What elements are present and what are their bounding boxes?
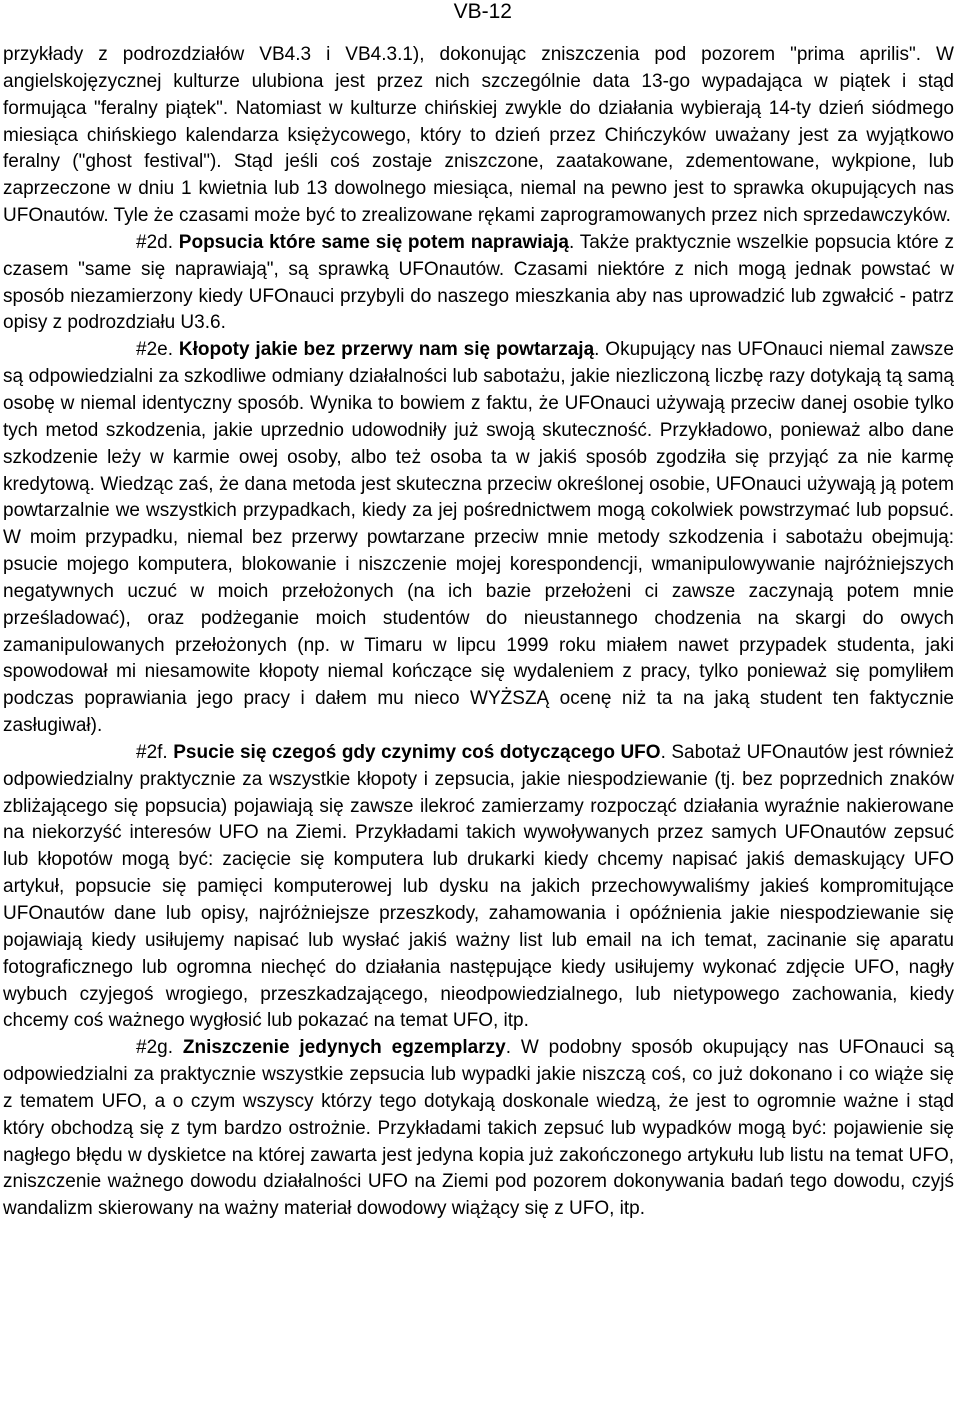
paragraph-text: . Także praktycznie wszelkie popsucia które z czasem "same się naprawiają", są sprawką UFOnautów. Czasami niektóre z nich mogą jednak powstać w sposób niezamierzony kiedy UFOnauci przybyli do naszego mieszkania aby nas uprowadzić lub zgwałcić - patrz opisy z podrozdziału U3.6. — [3, 231, 955, 334]
paragraph-2d — [3, 230, 954, 337]
paragraph-text: . Sabotaż UFOnautów jest również odpowiedzialny praktycznie za wszystkie kłopoty i zepsucia, jakie niespodziewanie (tj. bez poprzednich znaków zbliżającego się popsucia) pojawiają się zawsze ilekroć zamierzamy rozpocząć działania wyraźnie nakierowane na niekorzyść interesów UFO na Ziemi. Przykładami takich wywoływanych przez samych UFOnautów zepsuć lub kłopotów mogą być: zacięcie się komputera lub drukarki kiedy chcemy napisać jakiś demaskujący UFO artykuł, popsucie się pamięci komputerowej lub dysku na jakich przechowywaliśmy jakieś kompromitujące UFOnautów dane lub opisy, najróżniejsze przeszkody, zahamowania i opóźnienia jakie niespodziewanie się pojawiają kiedy usiłujemy napisać lub wysłać jakiś ważny list lub email na ich temat, zacinanie się aparatu fotograficznego lub ogromna niechęć do działania następujące kiedy usiłujemy wykonać zdjęcie UFO, nagły wybuch czyjegoś wrogiego, przeszkadzającego, nieodpowiedzialnego, lub nietypowego zachowania, kiedy chcemy coś ważnego wygłosić lub pokazać na temat UFO, itp. — [3, 741, 955, 1032]
paragraph-2e — [3, 337, 954, 740]
section-heading: Kłopoty jakie bez przerwy nam się powtarzają — [178, 339, 595, 361]
section-heading: Psucie się czegoś gdy czynimy coś dotyczącego UFO — [173, 741, 661, 763]
section-heading: Zniszczenie jedynych egzemplarzy — [182, 1037, 506, 1059]
section-marker: #2e. — [136, 339, 173, 361]
document-body — [3, 42, 954, 1223]
page-number: VB-12 — [453, 0, 512, 23]
section-marker: #2f. — [136, 741, 168, 763]
paragraph-2f — [3, 740, 954, 1035]
paragraph-text: . W podobny sposób okupujący nas UFOnauci są odpowiedzialni za praktycznie wszystkie zepsucia lub wypadki jakie niszczą coś, co już dokonano i co wiąże się z tematem UFO, a o czym wszyscy którzy tego dotykają doskonale wiedzą, że jest to ogromnie ważne i stąd który obchodzą się z tym bardzo ostrożnie. Przykładami takich zepsuć lub wypadków mogą być: pojawienie się nagłego błędu w dyskietce na której zawarta jest jedyna kopia już zakończonego artykułu lub listu na temat UFO, zniszczenie ważnego dowodu działalności UFO na Ziemi pod pozorem dokonywania badań tego dowodu, czyjś wandalizm skierowany na ważny materiał dowodowy wiążący się z UFO, itp. — [3, 1037, 954, 1220]
section-marker: #2d. — [136, 231, 173, 253]
paragraph-text: . Okupujący nas UFOnauci niemal zawsze są odpowiedzialni za szkodliwe odmiany działalności lub sabotażu, jakie niezliczoną liczbę razy dotykają tą samą osobę w niemal identyczny sposób. Wynika to bowiem z faktu, że UFOnauci używają przeciw danej osobie tylko tych metod szkodzenia, jakie uprzednio udowodniły już swoją skuteczność. Przykładowo, ponieważ albo dane szkodzenie leży w karmie owej osoby, albo też osoba ta w jakiś sposób zgodziła się przyjąć za nie karmę kredytową. Wiedząc zaś, że dana metoda jest skuteczna przeciw określonej osobie, UFOnauci używają ją potem powtarzalnie we wszystkich przypadkach, kiedy za jej pośrednictwem mogą cokolwiek powstrzymać lub popsuć. W moim przypadku, niemal bez przerwy powtarzane przeciw mnie metody szkodzenia i sabotażu obejmują: psucie mojego komputera, blokowanie i niszczenie mojej korespondencji, wmanipulowywanie najróżniejszych negatywnych uczuć w moich przełożonych (na ich bazie przełożeni ci zawsze zaczynają potem mnie prześladować), oraz podżeganie moich studentów do nieustannego chodzenia na skargi do owych zamanipulowanych przełożonych (np. w Timaru w lipcu 1999 roku miałem nawet przypadek studenta, jaki spowodował mi niesamowite kłopoty niemal kończące się wydaleniem z pracy, tylko ponieważ się pomyliłem podczas poprawiania jego pracy i dałem mu nieco WYŻSZĄ ocenę niż ta na jaką student ten faktycznie zasługiwał). — [3, 339, 955, 737]
paragraph-2g — [3, 1035, 954, 1223]
paragraph-text: przykłady z podrozdziałów VB4.3 i VB4.3.1), dokonując zniszczenia pod pozorem "prima aprilis". W angielskojęzycznej kulturze ulubiona jest przez nich szczególnie data 13-go wypadająca w piątek i stąd formująca "feralny piątek". Natomiast w kulturze chińskiej zwykle do działania wybierają 14-ty dzień siódmego miesiąca chińskiego kalendarza księżycowego, który to dzień przez Chińczyków uważany jest za wyjątkowo feralny ("ghost festival"). Stąd jeśli coś zostaje zniszczone, zaatakowane, zdementowane, wykpione, lub zaprzeczone w dniu 1 kwietnia lub 13 dowolnego miesiąca, niemal na pewno jest to sprawka okupujących nas UFOnautów. Tyle że czasami może być to zrealizowane rękami zaprogramowanych przez nich sprzedawczyków. — [3, 44, 954, 227]
paragraph-intro — [3, 42, 954, 230]
section-heading: Popsucia które same się potem naprawiają — [178, 231, 569, 253]
section-marker: #2g. — [136, 1037, 173, 1059]
